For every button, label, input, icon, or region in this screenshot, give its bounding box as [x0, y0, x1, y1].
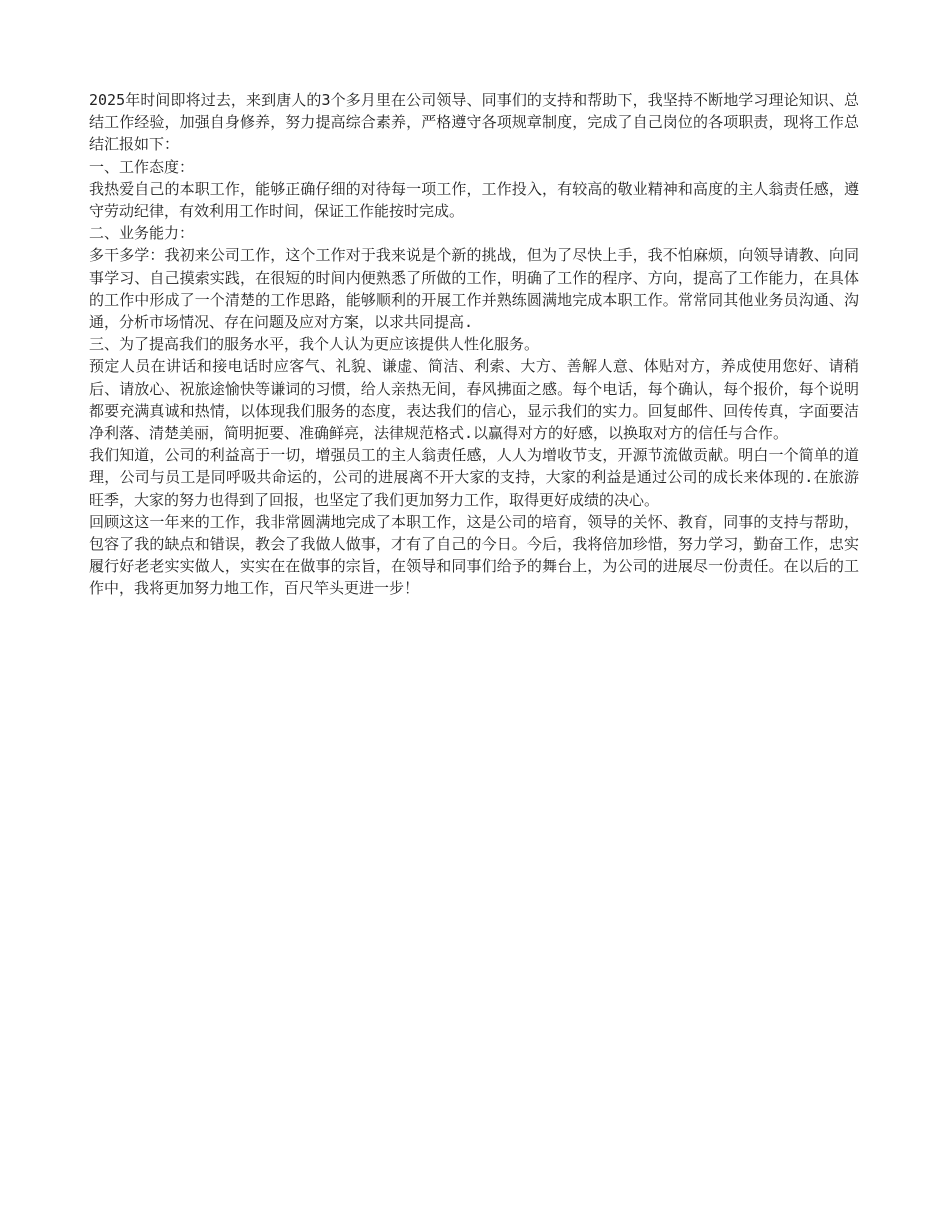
section-heading-work-attitude: 一、工作态度：	[89, 157, 195, 176]
section-heading-business-ability: 二、业务能力：	[89, 224, 195, 243]
document-body	[89, 89, 859, 600]
business-ability-paragraph: 多干多学：我初来公司工作，这个工作对于我来说是个新的挑战，但为了尽快上手，我不怕麻烦，向领导请教、向同事学习、自己摸索实践，在很短的时间内便熟悉了所做的工作，明确了工作的程序、方向，提高了工作能力，在具体的工作中形成了一个清楚的工作思路，能够顺利的开展工作并熟练圆满地完成本职工作。常常同其他业务员沟通、沟通，分析市场情况、存在问题及应对方案，以求共同提高.	[89, 246, 859, 332]
company-interest-paragraph: 我们知道，公司的利益高于一切，增强员工的主人翁责任感，人人为增收节支，开源节流做贡献。明白一个简单的道理，公司与员工是同呼吸共命运的，公司的进展离不开大家的支持，大家的利益是通过公司的成长来体现的.在旅游旺季，大家的努力也得到了回报，也坚定了我们更加努力工作，取得更好成绩的决心。	[89, 446, 859, 509]
review-paragraph: 回顾这这一年来的工作，我非常圆满地完成了本职工作，这是公司的培育，领导的关怀、教育，同事的支持与帮助，包容了我的缺点和错误，教会了我做人做事，才有了自己的今日。今后，我将倍加珍惜，努力学习，勤奋工作，忠实履行好老老实实做人，实实在在做事的宗旨，在领导和同事们给予的舞台上，为公司的进展尽一份责任。在以后的工作中，我将更加努力地工作，百尺竿头更进一步！	[89, 512, 859, 598]
work-attitude-paragraph: 我热爱自己的本职工作，能够正确仔细的对待每一项工作，工作投入，有较高的敬业精神和高度的主人翁责任感，遵守劳动纪律，有效利用工作时间，保证工作能按时完成。	[89, 179, 859, 221]
service-paragraph: 预定人员在讲话和接电话时应客气、礼貌、谦虚、简洁、利索、大方、善解人意、体贴对方，养成使用您好、请稍后、请放心、祝旅途愉快等谦词的习惯，给人亲热无间，春风拂面之感。每个电话，每个确认，每个报价，每个说明都要充满真诚和热情，以体现我们服务的态度，表达我们的信心，显示我们的实力。回复邮件、回传传真，字面要洁净利落、清楚美丽，简明扼要、准确鲜亮，法律规范格式.以赢得对方的好感，以换取对方的信任与合作。	[89, 357, 859, 443]
section-heading-service: 三、为了提高我们的服务水平，我个人认为更应该提供人性化服务。	[89, 335, 540, 354]
intro-paragraph: 2025年时间即将过去，来到唐人的3个多月里在公司领导、同事们的支持和帮助下，我坚持不断地学习理论知识、总结工作经验，加强自身修养，努力提高综合素养，严格遵守各项规章制度，完成了自己岗位的各项职责，现将工作总结汇报如下：	[89, 91, 859, 154]
